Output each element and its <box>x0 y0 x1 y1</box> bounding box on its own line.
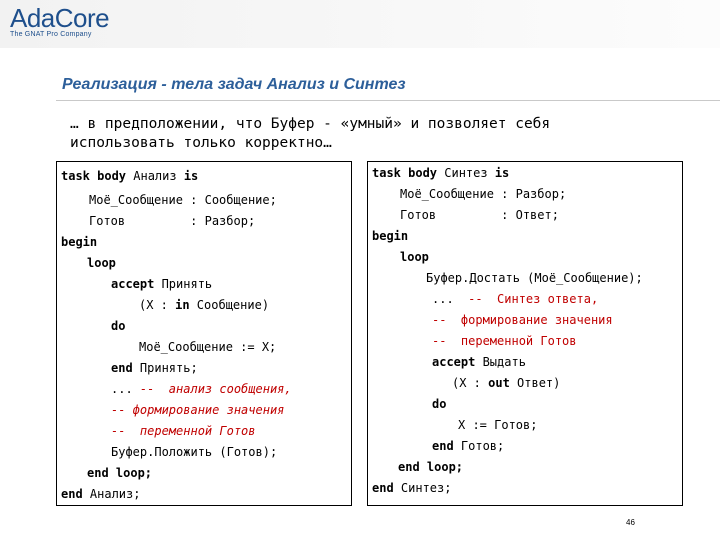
keyword: end loop; <box>398 460 464 474</box>
code-comment: -- переменной Готов <box>111 424 256 438</box>
code-line <box>89 213 255 229</box>
code-line <box>61 168 198 184</box>
code-line <box>432 333 577 349</box>
keyword: is <box>494 166 510 180</box>
slide-title: Реализация - тела задач Анализ и Синтез <box>62 76 406 93</box>
code-text: Буфер.Положить (Готов); <box>111 445 278 459</box>
code-line <box>432 291 598 307</box>
keyword: end loop; <box>87 466 153 480</box>
code-line <box>400 249 429 265</box>
code-line <box>400 186 566 202</box>
code-text: Моё_Сообщение : Сообщение; <box>89 193 277 207</box>
code-line <box>452 375 560 391</box>
code-text: Моё_Сообщение := X; <box>139 340 277 354</box>
keyword: loop <box>87 256 116 270</box>
code-text: Синтез; <box>393 481 452 495</box>
intro-line-2: использовать только корректно… <box>70 135 332 151</box>
title-divider <box>56 100 720 101</box>
keyword: begin <box>372 229 409 243</box>
keyword: do <box>111 319 126 333</box>
logo-text: AdaCore <box>10 3 110 33</box>
code-line <box>372 165 509 181</box>
code-text: ... <box>111 382 140 396</box>
keyword: do <box>432 397 447 411</box>
code-text: Анализ <box>126 169 184 183</box>
keyword: loop <box>400 250 429 264</box>
code-box-synthesis <box>367 161 683 506</box>
keyword: end <box>432 439 454 453</box>
page-number: 46 <box>626 518 635 527</box>
code-line <box>432 396 446 412</box>
code-comment: -- переменной Готов <box>432 334 577 348</box>
code-text: Готов : Разбор; <box>89 214 256 228</box>
code-line <box>61 486 140 502</box>
keyword: task body <box>372 166 438 180</box>
keyword: end <box>61 487 83 501</box>
keyword: out <box>488 376 510 390</box>
code-line <box>139 339 276 355</box>
code-line <box>139 297 269 313</box>
code-line <box>458 417 537 433</box>
code-line <box>426 270 643 286</box>
code-box-analysis <box>56 161 352 506</box>
keyword: accept <box>111 277 155 291</box>
code-line <box>87 255 116 271</box>
code-line <box>432 438 504 454</box>
code-line <box>61 234 97 250</box>
code-line <box>432 312 613 328</box>
code-text: Принять <box>154 277 213 291</box>
code-text: (X : <box>452 376 489 390</box>
code-text: (X : <box>139 298 176 312</box>
keyword: begin <box>61 235 98 249</box>
code-text: Выдать <box>475 355 526 369</box>
keyword: in <box>175 298 190 312</box>
keyword: is <box>183 169 199 183</box>
code-text: Готов; <box>453 439 505 453</box>
keyword: task body <box>61 169 127 183</box>
code-line <box>111 423 256 439</box>
code-text: Синтез <box>437 166 495 180</box>
code-line <box>372 480 451 496</box>
keyword: end <box>372 481 394 495</box>
code-comment: -- формирование значения <box>111 403 285 417</box>
keyword: end <box>111 361 133 375</box>
code-text: ... <box>432 292 469 306</box>
code-line <box>400 207 559 223</box>
code-line <box>111 444 277 460</box>
code-text: Принять; <box>132 361 198 375</box>
code-text: Моё_Сообщение : Разбор; <box>400 187 567 201</box>
code-line <box>87 465 152 481</box>
code-text: Готов : Ответ; <box>400 208 559 222</box>
code-line <box>432 354 526 370</box>
code-line <box>89 192 277 208</box>
code-line <box>372 228 408 244</box>
keyword: accept <box>432 355 476 369</box>
code-text: Буфер.Достать (Моё_Сообщение); <box>426 271 643 285</box>
code-line <box>111 402 284 418</box>
code-line <box>111 360 198 376</box>
code-text: Ответ) <box>509 376 561 390</box>
logo-tagline: The GNAT Pro Company <box>10 31 92 38</box>
code-line <box>111 276 212 292</box>
code-comment: -- анализ сообщения, <box>139 382 292 396</box>
code-comment: -- формирование значения <box>432 313 613 327</box>
adacore-logo <box>10 4 109 38</box>
code-line <box>398 459 463 475</box>
code-comment: -- Синтез ответа, <box>468 292 599 306</box>
intro-text <box>70 115 630 153</box>
code-text: X := Готов; <box>458 418 538 432</box>
code-text: Анализ; <box>82 487 141 501</box>
code-text: Сообщение) <box>189 298 270 312</box>
intro-line-1: … в предположении, что Буфер - «умный» и позволяет себя <box>70 116 551 132</box>
code-line <box>111 318 125 334</box>
code-line <box>111 381 292 397</box>
